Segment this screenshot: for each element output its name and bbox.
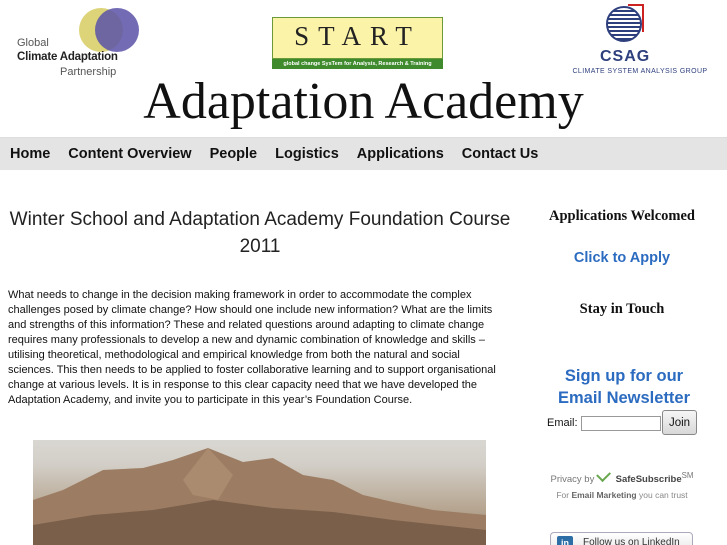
csag-logo-subtitle: CLIMATE SYSTEM ANALYSIS GROUP <box>572 68 708 75</box>
linkedin-icon: in <box>557 536 573 545</box>
linkedin-follow-button[interactable] <box>550 532 693 545</box>
nav-home[interactable]: Home <box>10 146 51 162</box>
newsletter-title: Sign up for our Email Newsletter <box>557 367 691 407</box>
gcap-logo-line1: Global <box>17 37 49 49</box>
apply-link[interactable]: Click to Apply <box>573 250 671 266</box>
site-title[interactable]: Adaptation Academy <box>143 73 584 130</box>
applications-heading: Applications Welcomed <box>549 208 695 224</box>
join-button[interactable]: Join <box>662 410 697 435</box>
safesubscribe-label: SafeSubscribe <box>615 474 682 486</box>
gcap-logo-line3: Partnership <box>60 66 117 78</box>
nav-contact-us[interactable]: Contact Us <box>461 146 539 162</box>
start-logo-letters: START <box>294 21 421 51</box>
mountain-photo <box>33 440 486 545</box>
newsletter-signup <box>546 340 706 480</box>
gcap-logo[interactable] <box>14 6 144 82</box>
stay-in-touch-heading: Stay in Touch <box>579 301 665 317</box>
for-suffix: you can trust <box>639 490 688 500</box>
site-header <box>0 0 727 138</box>
nav-applications[interactable]: Applications <box>356 146 444 162</box>
csag-logo-word: CSAG <box>600 48 651 65</box>
csag-logo[interactable] <box>570 4 710 78</box>
privacy-text: Privacy by <box>550 474 595 486</box>
gcap-logo-line2: Climate Adaptation <box>17 51 118 63</box>
intro-paragraph: What needs to change in the decision making framework in order to accommodate the complex challenges posed by climate change? How should one include new information? What are the limits and strengths of this information? These and related questions around adapting to climate change requires many professionals to develop a new and dynamic combination of knowledge and skills – utilising theoretical, methodological and empirical knowledge from both the natural and social sciences. This then needs to be applied to foster collaborative learning and to support organisational change at various levels. It is in response to this clear capacity need that we have developed the Adaptation Academy, and invite you to participate in this year’s Foundation Course. <box>8 289 496 406</box>
start-logo-tagline: global change SysTem for Analysis, Research & Training <box>272 59 443 69</box>
csag-accent-mark <box>628 4 644 32</box>
for-prefix: For <box>556 490 570 500</box>
main-nav <box>0 138 727 170</box>
mountain-silhouette <box>33 440 486 545</box>
start-logo[interactable] <box>272 17 443 69</box>
nav-people[interactable]: People <box>209 146 258 162</box>
email-marketing-line[interactable] <box>538 490 706 500</box>
email-input[interactable] <box>581 416 661 431</box>
page-heading: Winter School and Adaptation Academy Foundation Course 2011 <box>9 209 511 257</box>
nav-content-overview[interactable]: Content Overview <box>68 146 192 162</box>
email-marketing-text: Email Marketing <box>571 490 637 500</box>
linkedin-label: Follow us on LinkedIn <box>583 537 680 545</box>
privacy-line[interactable] <box>538 471 706 485</box>
service-mark: SM <box>681 471 694 480</box>
email-label: Email: <box>547 417 578 429</box>
nav-logistics[interactable]: Logistics <box>275 146 339 162</box>
logo-circle-purple <box>95 8 139 52</box>
